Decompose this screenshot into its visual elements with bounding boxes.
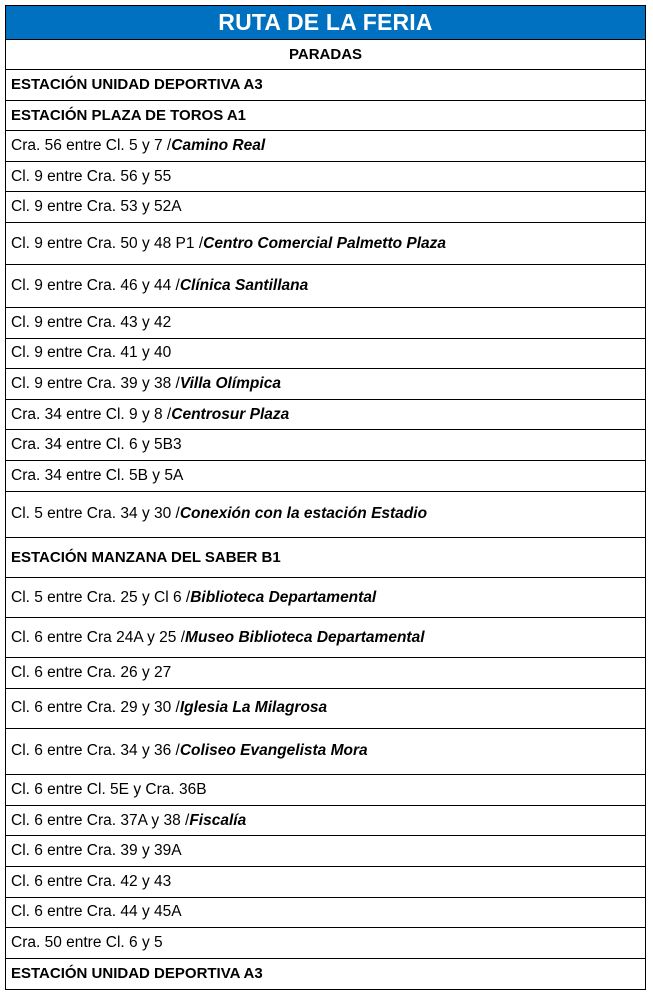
stop-address: Cra. 50 entre Cl. 6 y 5 [11,933,163,951]
stop-address: Cra. 34 entre Cl. 9 y 8 / [11,405,172,423]
stop-address: Cra. 34 entre Cl. 6 y 5B3 [11,436,182,454]
stop-row [6,658,645,689]
stop-address: Cl. 6 entre Cra. 37A y 38 / [11,811,190,829]
stop-landmark: Clínica Santillana [179,277,309,295]
stop-address: Cl. 6 entre Cra. 39 y 39A [11,842,182,860]
station-row [6,538,645,578]
stop-row [6,867,645,898]
stop-landmark: Camino Real [171,136,266,154]
stop-row [6,162,645,193]
stop-address: Cl. 9 entre Cra. 43 y 42 [11,313,172,331]
stop-row [6,308,645,339]
stop-row [6,369,645,400]
stop-row [6,400,645,431]
stop-row [6,339,645,370]
stop-address: Cra. 56 entre Cl. 5 y 7 / [11,136,172,154]
stop-landmark: Conexión con la estación Estadio [179,505,428,523]
stop-row [6,618,645,658]
stops-list [6,70,645,989]
stop-address: Cl. 6 entre Cra 24A y 25 / [11,628,186,646]
stop-row [6,492,645,539]
stop-landmark: Biblioteca Departamental [190,588,377,606]
stop-row [6,729,645,776]
stop-row [6,898,645,929]
station-name: ESTACIÓN PLAZA DE TOROS A1 [11,106,247,124]
stop-row [6,430,645,461]
stop-row [6,836,645,867]
stop-address: Cl. 6 entre Cra. 44 y 45A [11,903,182,921]
stop-address: Cl. 5 entre Cra. 25 y Cl 6 / [11,588,191,606]
stop-address: Cl. 9 entre Cra. 50 y 48 P1 / [11,234,204,252]
stop-row [6,775,645,806]
stop-landmark: Museo Biblioteca Departamental [185,628,425,646]
stop-address: Cl. 5 entre Cra. 34 y 30 / [11,505,180,523]
stop-address: Cl. 6 entre Cra. 29 y 30 / [11,699,180,717]
station-row [6,959,645,990]
station-row [6,70,645,101]
stop-address: Cl. 6 entre Cl. 5E y Cra. 36B [11,780,207,798]
stop-row [6,928,645,959]
stop-row [6,578,645,618]
stop-address: Cra. 34 entre Cl. 5B y 5A [11,466,184,484]
station-name: ESTACIÓN UNIDAD DEPORTIVA A3 [11,76,263,94]
stop-address: Cl. 9 entre Cra. 56 y 55 [11,167,172,185]
stop-landmark: Iglesia La Milagrosa [179,699,328,717]
stop-address: Cl. 6 entre Cra. 42 y 43 [11,872,172,890]
station-name: ESTACIÓN MANZANA DEL SABER B1 [11,549,281,567]
station-row [6,101,645,132]
stop-address: Cl. 9 entre Cra. 46 y 44 / [11,277,180,295]
station-name: ESTACIÓN UNIDAD DEPORTIVA A3 [11,965,263,983]
stop-row [6,461,645,492]
stop-address: Cl. 9 entre Cra. 53 y 52A [11,198,182,216]
stop-row [6,223,645,266]
stop-landmark: Villa Olímpica [179,374,281,392]
stop-row [6,806,645,837]
stop-row [6,689,645,729]
stop-landmark: Centro Comercial Palmetto Plaza [203,234,447,252]
stops-header: PARADAS [6,40,645,70]
stop-address: Cl. 6 entre Cra. 26 y 27 [11,663,172,681]
stop-address: Cl. 6 entre Cra. 34 y 36 / [11,742,180,760]
stop-row [6,131,645,162]
stop-landmark: Coliseo Evangelista Mora [179,742,368,760]
stop-landmark: Centrosur Plaza [171,405,290,423]
route-table [5,5,646,990]
stop-row [6,265,645,308]
stop-row [6,192,645,223]
stop-address: Cl. 9 entre Cra. 39 y 38 / [11,374,180,392]
route-title: RUTA DE LA FERIA [6,6,645,40]
stop-landmark: Fiscalía [189,811,247,829]
stop-address: Cl. 9 entre Cra. 41 y 40 [11,344,172,362]
